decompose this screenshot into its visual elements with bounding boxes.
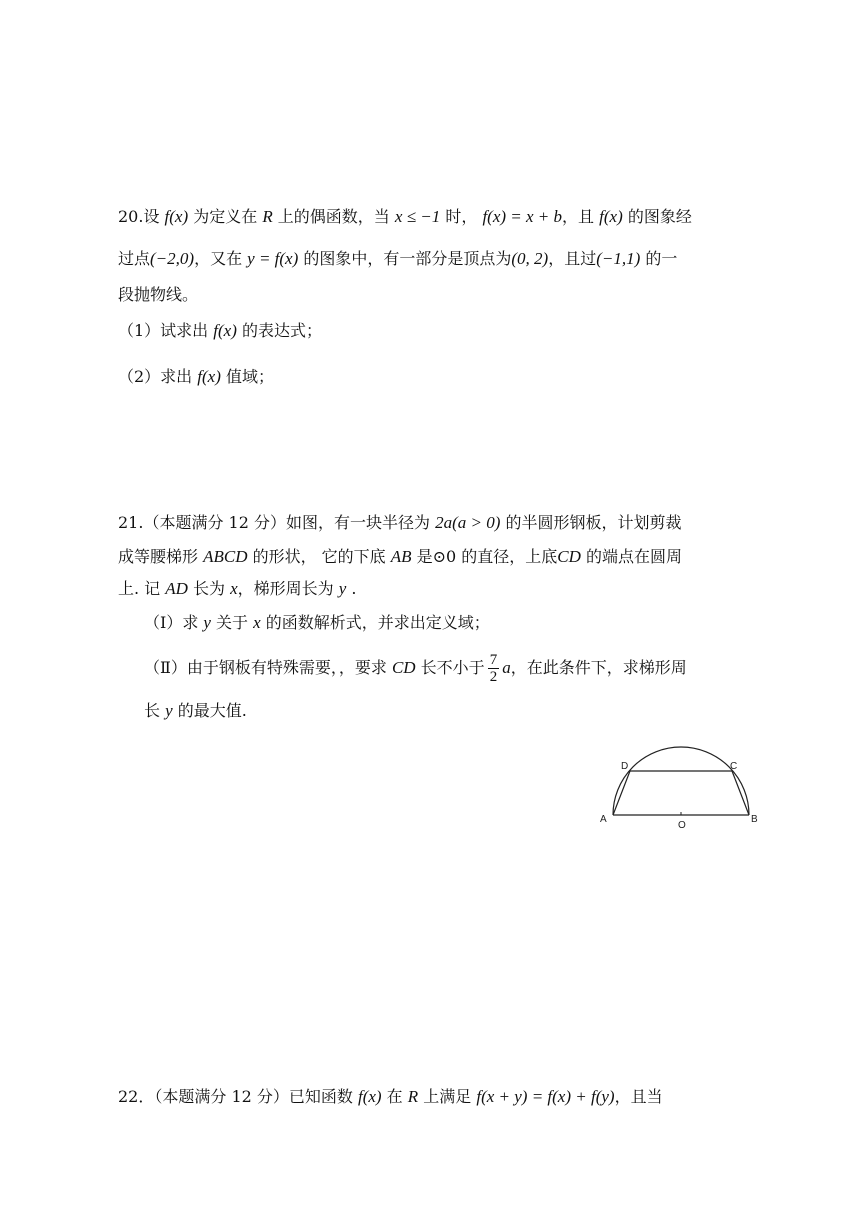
text: 值域； — [220, 367, 274, 386]
q21-sub2b — [144, 700, 247, 722]
text: 的图象经 — [622, 207, 692, 226]
q20-sub2 — [118, 366, 274, 388]
side-ad — [613, 771, 630, 815]
text: 长不小于 — [415, 658, 485, 677]
text: 时， — [440, 207, 483, 226]
text: 的函数解析式，并求出定义域； — [260, 613, 490, 632]
text: 的形状， 它的下底 — [247, 547, 391, 566]
math: f(x) — [164, 207, 189, 226]
label-a: A — [600, 814, 607, 825]
math: f(x) — [599, 207, 623, 226]
text: （Ⅱ）由于钢板有特殊需要，，要求 — [144, 658, 392, 677]
text: 长 — [144, 701, 166, 720]
label-o: O — [678, 820, 686, 831]
text: 20.设 — [118, 207, 165, 226]
text: 的端点在圆周 — [580, 547, 683, 566]
fraction-denominator: 2 — [489, 669, 498, 685]
text: ，又在 — [194, 249, 248, 268]
q20-sub1 — [118, 320, 322, 342]
side-bc — [732, 771, 749, 815]
text: 为定义在 — [188, 207, 263, 226]
label-c: C — [730, 761, 738, 772]
q21-sub2 — [144, 652, 687, 685]
text: 在 — [381, 1087, 408, 1106]
fraction-numerator: 7 — [489, 652, 498, 668]
text: 成等腰梯形 — [118, 547, 204, 566]
math: CD — [391, 658, 416, 677]
text: 22．（本题满分 12 分）已知函数 — [118, 1087, 358, 1106]
math: R — [262, 207, 273, 226]
math: y — [338, 579, 347, 598]
text: 21.（本题满分 12 分）如图，有一块半径为 — [118, 513, 436, 532]
math: x — [253, 613, 261, 632]
label-d: D — [621, 761, 629, 772]
math: 2a(a > 0) — [435, 513, 501, 532]
math: x ≤ −1 — [394, 207, 441, 226]
text: 是⊙0 的直径，上底 — [411, 547, 558, 566]
text: 关于 — [210, 613, 254, 632]
q21-sub1 — [144, 612, 490, 634]
text: ，且过 — [548, 249, 597, 268]
text: 上满足 — [418, 1087, 477, 1106]
fraction — [488, 652, 500, 685]
semicircle-arc — [613, 747, 749, 815]
math: f(x) — [357, 1087, 382, 1106]
math: CD — [557, 547, 581, 566]
q20-line2 — [118, 248, 677, 270]
text: 的表达式； — [236, 321, 322, 340]
q21-line3 — [118, 578, 356, 600]
text: ，且当 — [614, 1087, 663, 1106]
math: f(x) — [213, 321, 237, 340]
text: 的最大值. — [172, 701, 247, 720]
math: x — [230, 579, 238, 598]
text: ，梯形周长为 — [237, 579, 339, 598]
math: a — [502, 658, 511, 677]
text: 的半圆形钢板，计划剪裁 — [500, 513, 682, 532]
math: (−2,0) — [150, 249, 195, 268]
text: 长为 — [187, 579, 231, 598]
math: f(x) — [197, 367, 221, 386]
q22-line1 — [118, 1086, 663, 1108]
math: y = f(x) — [247, 249, 299, 268]
text: （2）求出 — [118, 367, 198, 386]
text: （1）试求出 — [118, 321, 214, 340]
math: y — [203, 613, 211, 632]
text: 的一 — [640, 249, 678, 268]
math: y — [165, 701, 173, 720]
q21-line2 — [118, 546, 682, 568]
q21-line1 — [118, 512, 681, 534]
trapezoid-semicircle-figure — [596, 740, 766, 832]
math: AB — [390, 547, 412, 566]
text: ，在此条件下，求梯形周 — [510, 658, 687, 677]
q20-line1 — [118, 206, 692, 228]
text: . — [346, 579, 357, 598]
math: f(x + y) = f(x) + f(y) — [476, 1087, 615, 1106]
q20-line3: 段抛物线。 — [118, 285, 199, 304]
math: ABCD — [203, 547, 248, 566]
text: 上的偶函数，当 — [272, 207, 395, 226]
text: ，且 — [562, 207, 600, 226]
math: (−1,1) — [596, 249, 641, 268]
math: (0, 2) — [511, 249, 549, 268]
text: 上. 记 — [118, 579, 166, 598]
math: f(x) = x + b — [482, 207, 563, 226]
text: （Ⅰ）求 — [144, 613, 204, 632]
label-b: B — [751, 814, 758, 825]
math: AD — [165, 579, 188, 598]
math: R — [407, 1087, 419, 1106]
text: 的图象中，有一部分是顶点为 — [298, 249, 512, 268]
text: 过点 — [118, 249, 151, 268]
